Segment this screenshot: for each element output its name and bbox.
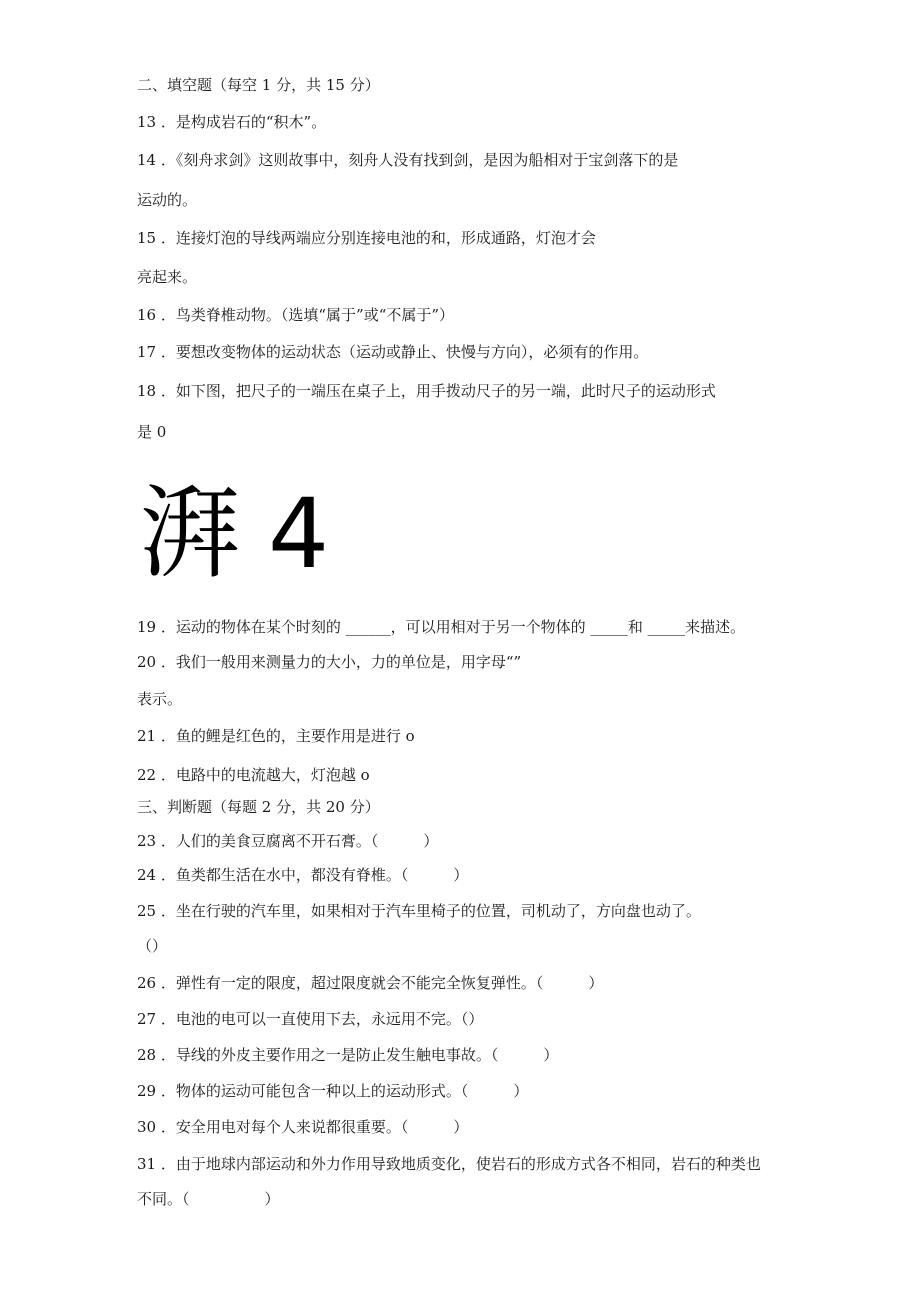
question-15-continued: 亮起来。 xyxy=(137,268,198,286)
section-heading-fill-in: 二、填空题（每空 1 分，共 15 分） xyxy=(137,76,380,94)
question-20: 20 ．我们一般用来测量力的大小，力的单位是，用字母“” xyxy=(137,653,522,671)
figure-digit: 4 xyxy=(268,478,330,590)
question-26: 26 ．弹性有一定的限度，超过限度就会不能完全恢复弹性。（ ） xyxy=(137,974,604,992)
question-14-continued: 运动的。 xyxy=(137,191,198,209)
question-28: 28 ．导线的外皮主要作用之一是防止发生触电事故。（ ） xyxy=(137,1046,559,1064)
question-24: 24 ．鱼类都生活在水中，都没有脊椎。（ ） xyxy=(137,866,469,884)
question-25: 25 ．坐在行驶的汽车里，如果相对于汽车里椅子的位置，司机动了，方向盘也动了。 xyxy=(137,902,701,920)
question-25-continued: （） xyxy=(137,937,168,955)
question-27: 27 ．电池的电可以一直使用下去，永远用不完。（） xyxy=(137,1010,484,1028)
question-20-continued: 表示。 xyxy=(137,690,183,708)
question-30: 30 ．安全用电对每个人来说都很重要。（ ） xyxy=(137,1118,469,1136)
question-29: 29 ．物体的运动可能包含一种以上的运动形式。（ ） xyxy=(137,1082,529,1100)
question-13: 13 ．是构成岩石的“积木”。 xyxy=(137,113,327,131)
question-21: 21 ．鱼的鲤是红色的，主要作用是进行 o xyxy=(137,727,415,745)
section-heading-true-false: 三、判断题（每题 2 分，共 20 分） xyxy=(137,798,380,816)
question-19: 19 ．运动的物体在某个时刻的 ______，可以用相对于另一个物体的 _____和 _____来描述。 xyxy=(137,618,746,636)
question-31: 31 ．由于地球内部运动和外力作用导致地质变化，使岩石的形成方式各不相同，岩石的种类也 xyxy=(137,1155,761,1173)
figure-glyph: 湃 xyxy=(140,475,240,592)
question-31-continued: 不同。（ ） xyxy=(137,1190,280,1208)
question-14: 14 ．《刻舟求剑》这则故事中，刻舟人没有找到剑，是因为船相对于宝剑落下的是 xyxy=(137,151,679,169)
question-22: 22 ．电路中的电流越大，灯泡越 o xyxy=(137,766,370,784)
question-15: 15 ．连接灯泡的导线两端应分别连接电池的和，形成通路，灯泡才会 xyxy=(137,229,596,247)
question-17: 17 ．要想改变物体的运动状态（运动或静止、快慢与方向），必须有的作用。 xyxy=(137,343,649,361)
question-16: 16 ．鸟类脊椎动物。（选填“属于”或“不属于”） xyxy=(137,306,455,324)
question-18-continued: 是 0 xyxy=(137,423,167,441)
question-23: 23 ．人们的美食豆腐离不开石膏。（ ） xyxy=(137,832,439,850)
ruler-figure xyxy=(140,475,330,592)
question-18: 18 ．如下图，把尺子的一端压在桌子上，用手拨动尺子的另一端，此时尺子的运动形式 xyxy=(137,382,716,400)
